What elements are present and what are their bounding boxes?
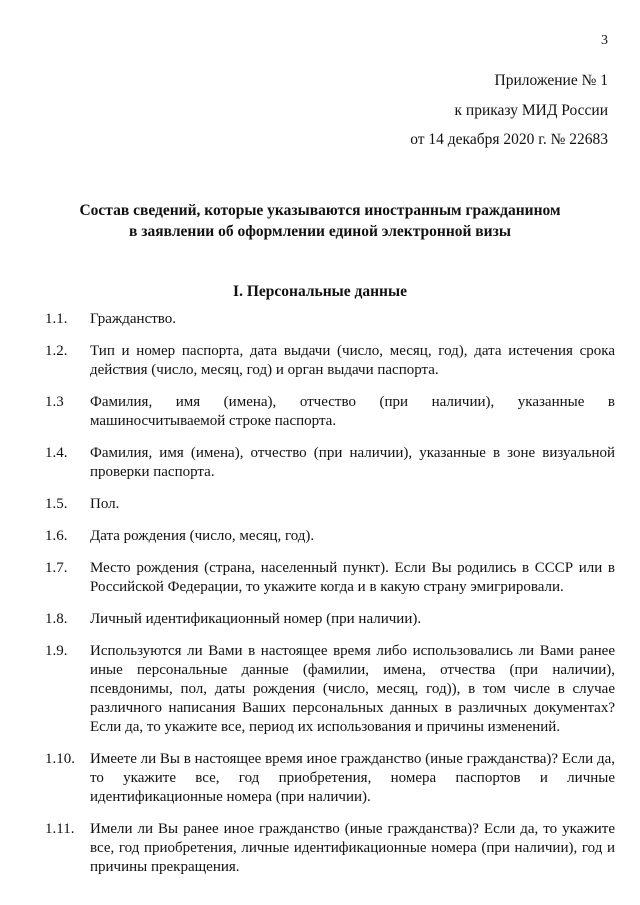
- item-text: Фамилия, имя (имена), отчество (при наличии), указанные в машиносчитываемой строке паспорта.: [90, 394, 615, 429]
- document-title-line-2: в заявлении об оформлении единой электронной визы: [129, 223, 511, 240]
- item-text: Тип и номер паспорта, дата выдачи (число, месяц, год), дата истечения срока действия (число, месяц, год) и орган выдачи паспорта.: [90, 343, 615, 378]
- item-number: 1.9.: [45, 643, 68, 659]
- item-text: Гражданство.: [90, 311, 177, 327]
- order-reference: к приказу МИД России: [454, 101, 608, 119]
- item-text: Дата рождения (число, месяц, год).: [90, 528, 315, 544]
- item-number: 1.7.: [45, 560, 68, 576]
- page-number: 3: [601, 33, 608, 48]
- section-title: I. Персональные данные: [233, 283, 407, 300]
- document-title: [40, 200, 600, 242]
- list-item: [45, 642, 615, 737]
- item-number: 1.4.: [45, 445, 68, 461]
- list-item: [45, 393, 615, 431]
- item-text: Личный идентификационный номер (при наличии).: [90, 611, 422, 627]
- item-number: 1.5.: [45, 496, 68, 512]
- item-number: 1.2.: [45, 343, 68, 359]
- item-text: Пол.: [90, 496, 120, 512]
- list-item: [45, 495, 615, 514]
- item-number: 1.6.: [45, 528, 68, 544]
- item-number: 1.10.: [45, 751, 75, 767]
- item-number: 1.1.: [45, 311, 68, 327]
- list-item: [45, 820, 615, 877]
- list-item: [45, 342, 615, 380]
- item-text: Фамилия, имя (имена), отчество (при наличии), указанные в зоне визуальной проверки паспорта.: [90, 445, 615, 480]
- item-number: 1.3: [45, 394, 64, 410]
- list-item: [45, 310, 615, 329]
- item-text: Имели ли Вы ранее иное гражданство (иные гражданства)? Если да, то укажите все, год приобретения, личные идентификационные номера (при наличии), год и причины прекращения.: [90, 821, 615, 875]
- item-text: Место рождения (страна, населенный пункт). Если Вы родились в СССР или в Российской Федерации, то укажите когда и в какую страну эмигрировали.: [90, 560, 615, 595]
- item-text: Имеете ли Вы в настоящее время иное гражданство (иные гражданства)? Если да, то укажите все, год приобретения, номера паспортов и личные идентификационные номера (при наличии).: [90, 751, 615, 805]
- item-text: Используются ли Вами в настоящее время либо использовались ли Вами ранее иные персональные данные (фамилии, имена, отчества (при наличии), псевдонимы, пол, даты рождения (число, месяц, год)), в том числе в случае различного написания Ваших персональных данных в различных документах? Если да, то укажите все, период их использования и причины изменений.: [90, 643, 615, 735]
- list-item: [45, 527, 615, 546]
- order-date: от 14 декабря 2020 г. № 22683: [410, 131, 608, 148]
- appendix-header: [410, 66, 608, 155]
- appendix-label: Приложение № 1: [494, 72, 608, 89]
- list-item: [45, 444, 615, 482]
- document-title-line-1: Состав сведений, которые указываются иностранным гражданином: [79, 202, 561, 219]
- list-item: [45, 750, 615, 807]
- list-item: [45, 559, 615, 597]
- item-number: 1.11.: [45, 821, 75, 837]
- item-number: 1.8.: [45, 611, 68, 627]
- items-list: [45, 310, 615, 890]
- list-item: [45, 610, 615, 629]
